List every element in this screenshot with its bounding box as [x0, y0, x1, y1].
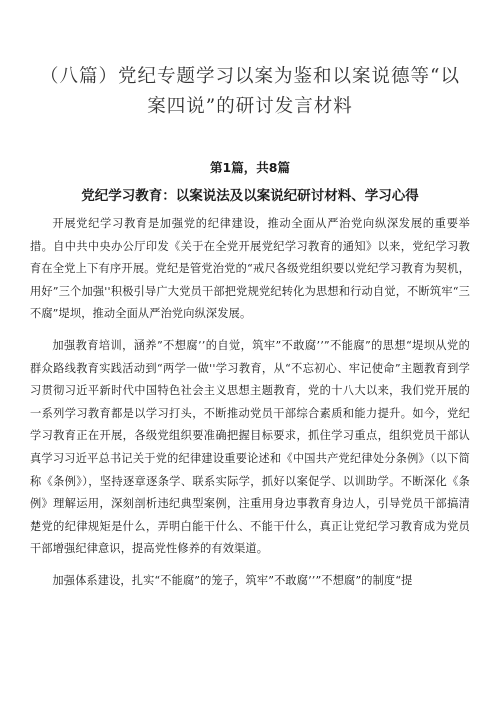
paragraph-3: 加强体系建设，扎实“不能腐”的笼子，筑牢”不敢腐’’”不想腐”的制度“提: [52, 573, 413, 587]
body-text: [30, 213, 470, 602]
paragraph-1: 开展党纪学习教育是加强党的纪律建设，推动全面从严治党向纵深发展的重要举措。自中共中央办公厅印发《关于在全党开展党纪学习教育的通知》以来，党纪学习教育在全党上下有序开展。党纪是管党治党的“戒尺各级党组织要以党纪学习教育为契机，用好”三个加强''积极引导广大党员干部把党规党纪转化为思想和行动自觉，不断筑牢“三不腐”堤坝，推动全面从严治党向纵深发展。: [30, 217, 470, 321]
section-subtitle: 党纪学习教育：以案说法及以案说纪研讨材料、学习心得: [81, 188, 419, 204]
document-title: （八篇）党纪专题学习以案为鉴和以案说德等“以案四说”的研讨发言材料: [40, 66, 460, 117]
paragraph-2: 加强教育培训，涵养”不想腐’’的自觉，筑牢”不敢腐’’”不能腐”的思想“堤坝从党的群众路线教育实践活动到“两学一做''学习教育，从“不忘初心、牢记使命”主题教育到学习贯彻习近平新时代中国特色社会主义思想主题教育，党的十八大以来，我们党开展的一系列学习教育都是以学习打头，不断推动党员干部综合素质和能力提升。如今，党纪学习教育正在开展，各级党组织要准确把握目标要求，抓住学习重点，组织党员干部认真学习习近平总书记关于党的纪律建设重要论述和《中国共产党纪律处分条例》（以下简称《条例》），坚持逐章逐条学、联系实际学，抓好以案促学、以训助学。不断深化《条例》理解运用，深刻剖析违纪典型案例，注重用身边事教育身边人，引导党员干部搞清楚党的纪律规矩是什么，弄明白能干什么、不能干什么，真正让党纪学习教育成为党员干部增强纪律意识，提高党性修养的有效渠道。: [30, 338, 470, 556]
part-label: 第1篇，共8篇: [210, 160, 290, 175]
